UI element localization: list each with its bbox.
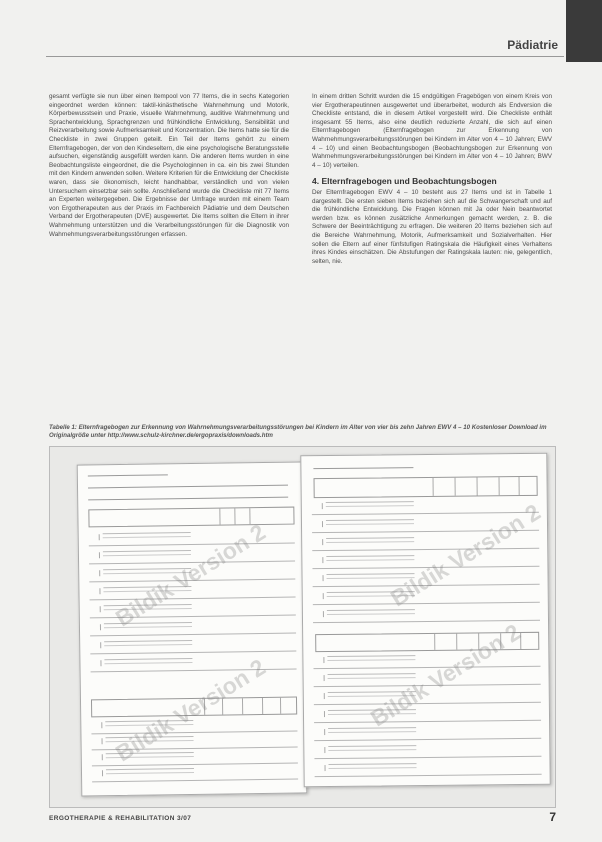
watermark: Bildik Version 2 — [365, 618, 525, 732]
header-rule — [46, 56, 564, 57]
table-row — [314, 742, 541, 759]
text-column-right — [312, 93, 552, 266]
watermark: Bildik Version 2 — [110, 518, 270, 632]
table-row — [92, 765, 298, 783]
table-row — [312, 498, 539, 515]
text-column-left — [49, 93, 289, 239]
table-header — [88, 507, 294, 528]
questionnaire-sheet-right — [300, 453, 550, 788]
figure-caption: Tabelle 1: Elternfragebogen zur Erkennung von Wahrnehmungsverarbeitungsstörungen bei Kindern im Alter von vier bis zehn Jahren EWV 4 – 10 Kostenloser Download im Originalgröße unter http://www.schulz-kirchner.de/ergopraxis/downloads.htm — [49, 424, 547, 439]
section-heading: 4. Elternfragebogen und Beobachtungsbogen — [312, 176, 497, 187]
body-paragraph: gesamt verfügte sie nun über einen Itempool von 77 Items, die in sechs Kategorien eingeordnet werden können: taktil-kinästhetische Wahrnehmung und Motorik, Körperbewusstsein und Praxie, visuelle Wahrnehmung, auditive Wahrnehmung und Sprachentwicklung, Sprachgrenzen und frühkindliche Entwicklung, Sensibilität und Reizverarbeitung sowie Aufmerksamkeit und Konzentration. Die Items hatte sie für die Checkliste in zwei Gruppen geteilt. Ein Teil der Items gehört zu einem Elternfragebogen, der von den Kindeseltern, die eine psychologische Beratungsstelle aufsuchen, eigenständig ausgefüllt werden kann. Die anderen Items wurden in eine Beobachtungsliste eingeordnet, die die Psychologinnen in ca. ein bis zwei Stunden mit den Kindern anwenden sollen. Weitere Kriterien für die Entwicklung der Checkliste waren, dass sie ökonomisch, leicht handhabbar, verständlich und von vielen Untersuchern einsetzbar sein sollte. Anschließend wurde die Checkliste mit 77 Items an Experten weitergegeben. Die Ergebnisse der Umfrage wurden mit einem Team von Ergotherapeuten aus der Praxis im Fachbereich Pädiatrie und dem Deutschen Verband der Ergotherapeuten (DVE) ausgewertet. Die Items sollten die Eltern in ihrer Wahrnehmung unterstützen und die Verarbeitungsstörungen für die Diagnostik von Wahrnehmungsverarbeitungsstörungen erfassen. — [49, 93, 289, 238]
watermark: Bildik Version 2 — [385, 498, 545, 612]
section-title: Pädiatrie — [507, 38, 558, 52]
questionnaire-figure — [49, 446, 556, 808]
table-row — [314, 760, 541, 777]
body-paragraph: In einem dritten Schritt wurden die 15 endgültigen Fragebögen von einem Kreis von vier Ergotherapeutinnen ausgewertet und überarbeitet, wodurch als Endversion die Checkliste entstand, die in diesem Artikel vorgestellt wird. Die Checkliste enthält insgesamt 55 Items, also eine deutlich reduzierte Anzahl, die sich auf einen Elternfragebogen (Elternfragebogen zur Erkennung von Wahrnehmungsverarbeitungsstörungen bei Kindern im Alter von 4 – 10 Jahren; EWV 4 – 10) und einen Beobachtungsbogen (Beobachtungsbogen zur Erkennung von Wahrnehmungsverarbeitungsstörungen bei Kindern im Alter von 4 – 10 Jahren; BWV 4 – 10) verteilen. — [312, 93, 552, 169]
table-row — [314, 724, 541, 741]
table-header — [314, 476, 538, 498]
table-row — [313, 652, 540, 669]
section-tab — [566, 0, 602, 62]
watermark: Bildik Version 2 — [110, 653, 270, 767]
page-number: 7 — [549, 810, 556, 824]
body-paragraph: Der Elternfragebogen EWV 4 – 10 besteht aus 27 Items und ist in Tabelle 1 dargestellt. Die ersten sieben Items beziehen sich auf die Schwangerschaft und auf die frühkindliche Entwicklung. Die Fragen können mit Ja oder Nein beantwortet werden bzw. es können zusätzliche Anmerkungen gemacht werden, z. B. die Schwere der Beeinträchtigung zu erfragen. Die weiteren 20 Items beziehen sich auf die Bereiche Wahrnehmung, Motorik, Aufmerksamkeit und Sozialverhalten. Hier sollen die Eltern auf einer fünfstufigen Ratingskala die Häufigkeit eines Verhaltens ihres Kindes einschätzen. Die Abstufungen der Ratingskala lauten: nie, gelegentlich, selten, nie. — [312, 188, 552, 265]
journal-footer: ERGOTHERAPIE & REHABILITATION 3/07 — [49, 815, 192, 822]
table-row — [314, 706, 541, 723]
table-row — [90, 637, 296, 655]
